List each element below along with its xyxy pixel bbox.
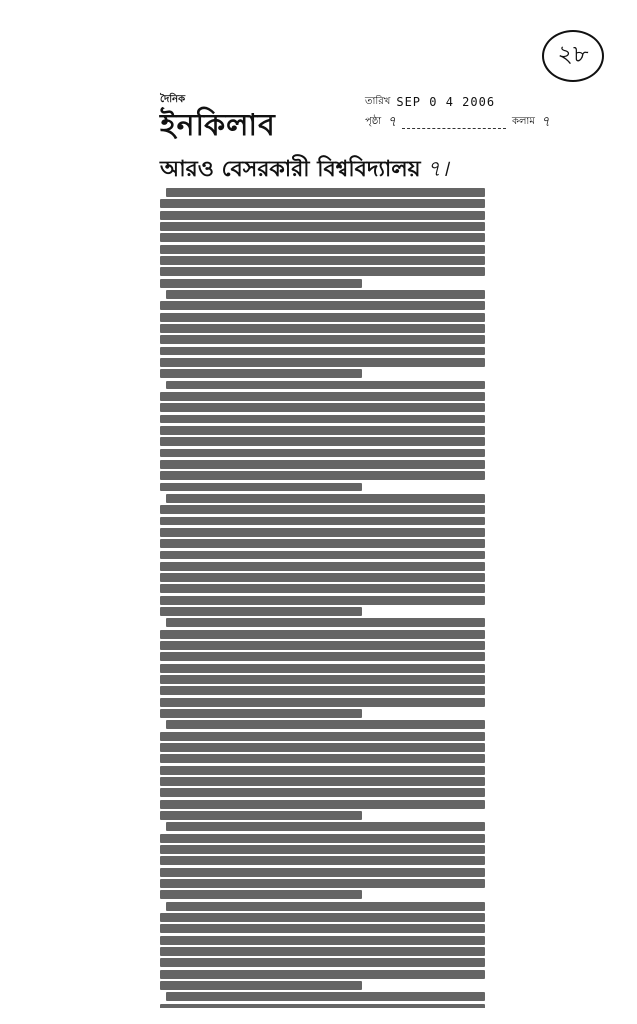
stamp-page-row	[365, 112, 550, 132]
article-text-line	[160, 199, 485, 208]
article-text-line	[160, 845, 485, 854]
article-text-line	[160, 347, 485, 356]
article-text-line	[166, 381, 485, 390]
article-body	[160, 188, 485, 1008]
stamp-date-label: তারিখ	[365, 95, 391, 107]
article-text-line	[160, 709, 362, 718]
article-text-line	[160, 449, 485, 458]
stamp-column-label: কলাম	[511, 115, 535, 127]
article-text-line	[160, 936, 485, 945]
newspaper-name: ইনকিলাব	[160, 108, 276, 143]
article-text-line	[166, 992, 485, 1001]
article-text-line	[160, 630, 485, 639]
article-text-line	[160, 528, 485, 537]
article-text-line	[160, 483, 362, 492]
article-text-line	[160, 664, 485, 673]
article-text-line	[160, 1004, 485, 1008]
article-text-line	[160, 437, 485, 446]
article-text-line	[160, 460, 485, 469]
stamp-date-value: SEP 0 4 2006	[396, 95, 496, 109]
article-text-line	[160, 607, 362, 616]
article-text-line	[160, 279, 362, 288]
article-text-line	[160, 539, 485, 548]
article-text-line	[160, 947, 485, 956]
article-text-line	[160, 879, 485, 888]
stamp-page-value: ৭	[387, 114, 397, 130]
article-text-line	[160, 913, 485, 922]
article-text-line	[160, 890, 362, 899]
article-text-line	[160, 777, 485, 786]
article-text-line	[160, 754, 485, 763]
article-text-line	[160, 222, 485, 231]
article-text-line	[160, 732, 485, 741]
article-text-line	[166, 188, 485, 197]
stamp-date-row	[365, 92, 550, 112]
stamp-divider	[402, 116, 506, 129]
article-text-line	[160, 573, 485, 582]
article-text-line	[160, 766, 485, 775]
headline	[160, 152, 520, 189]
article-text-line	[160, 403, 485, 412]
article-text-line	[166, 290, 485, 299]
article-text-line	[160, 811, 362, 820]
article-text-line	[160, 562, 485, 571]
article-text-line	[160, 652, 485, 661]
article-text-line	[160, 970, 485, 979]
article-text-line	[160, 743, 485, 752]
date-stamp	[365, 92, 550, 132]
article-text-line	[160, 834, 485, 843]
article-text-line	[160, 788, 485, 797]
page-number: ২৮	[542, 30, 604, 82]
article-text-line	[160, 868, 485, 877]
stamp-page-label: পৃষ্ঠা	[365, 115, 382, 127]
article-text-line	[160, 856, 485, 865]
article-text-line	[160, 256, 485, 265]
article-text-line	[160, 686, 485, 695]
article-text-line	[166, 494, 485, 503]
headline-title: আরও বেসরকারী বিশ্ববিদ্যালয়	[160, 157, 421, 182]
article-text-line	[160, 981, 362, 990]
masthead	[160, 92, 276, 141]
article-text-line	[160, 505, 485, 514]
article-text-line	[160, 415, 485, 424]
article-text-line	[160, 698, 485, 707]
article-text-line	[160, 358, 485, 367]
article-text-line	[160, 551, 485, 560]
article-text-line	[166, 720, 485, 729]
article-text-line	[160, 517, 485, 526]
article-text-line	[160, 211, 485, 220]
article-text-line	[160, 584, 485, 593]
newspaper-prefix: দৈনিক	[160, 94, 186, 105]
article-text-line	[160, 324, 485, 333]
headline-handwritten-mark: ৭।	[426, 157, 449, 182]
article-text-line	[160, 233, 485, 242]
article-text-line	[160, 471, 485, 480]
article-text-line	[160, 426, 485, 435]
stamp-column-value: ৭	[540, 114, 550, 130]
article-text-line	[160, 301, 485, 310]
article-text-line	[160, 800, 485, 809]
article-text-line	[160, 245, 485, 254]
article-text-line	[160, 641, 485, 650]
article-text-line	[160, 313, 485, 322]
article-text-line	[160, 924, 485, 933]
article-text-line	[160, 369, 362, 378]
article-text-line	[160, 675, 485, 684]
article-text-line	[166, 902, 485, 911]
article-text-line	[166, 822, 485, 831]
article-text-line	[160, 596, 485, 605]
article-text-line	[160, 335, 485, 344]
article-text-line	[160, 392, 485, 401]
article-text-line	[166, 618, 485, 627]
article-text-line	[160, 958, 485, 967]
article-text-line	[160, 267, 485, 276]
